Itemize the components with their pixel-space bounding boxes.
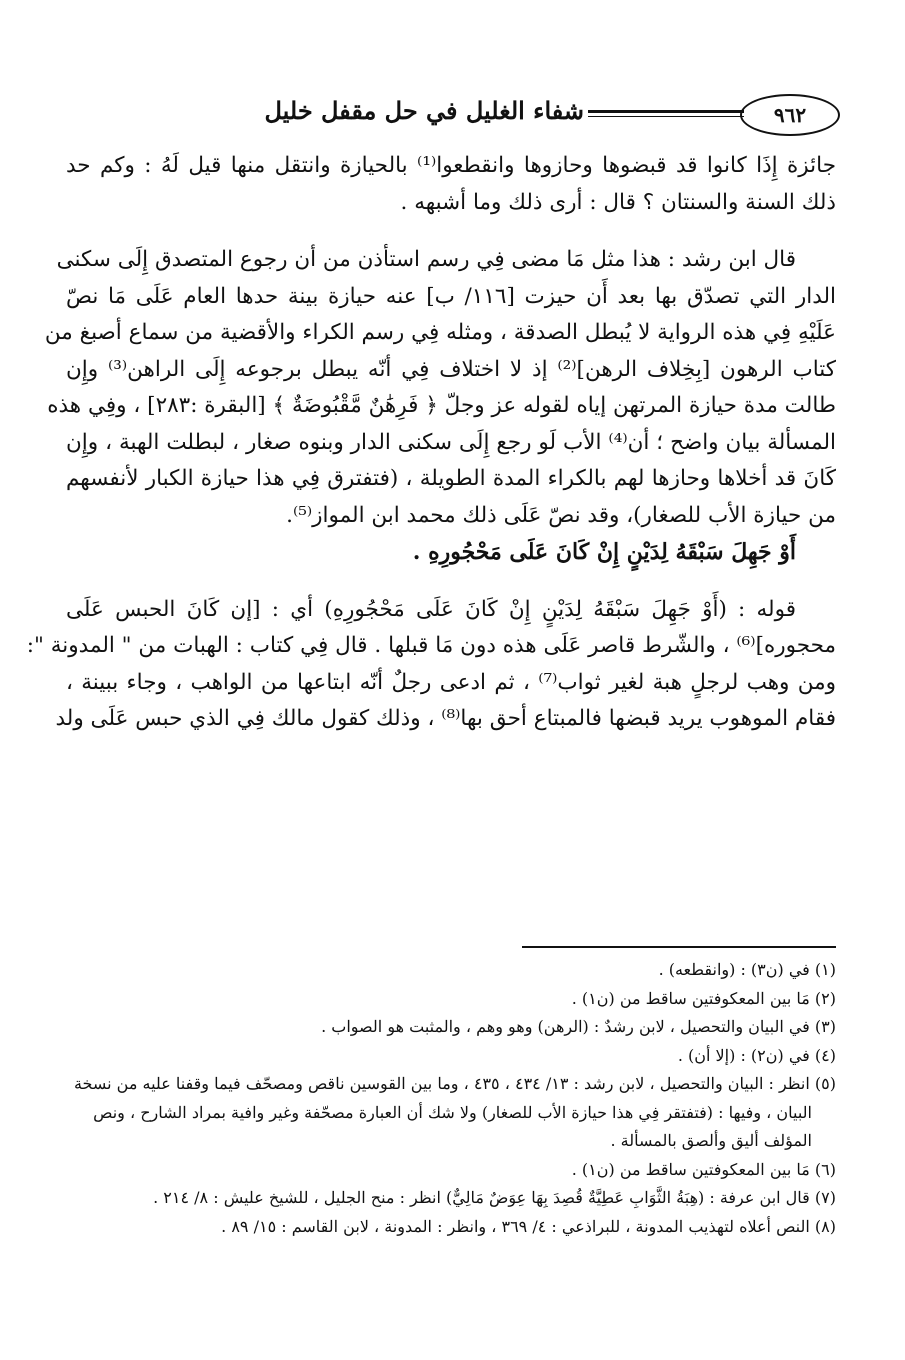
footnote: (٧) قال ابن عرفة : (هِبَةُ الثَّوَابِ عَطِيَّةٌ قُصِدَ بِهَا عِوَضٌ مَالِيٌّ) انظر : منح الجليل ، للشيخ عليش : ٨/ ٢١٤ . [153, 1188, 836, 1207]
footnote-separator [522, 946, 836, 948]
text-line: فقام الموهوب يريد قبضها فالمبتاع أحق بها⁽⁸⁾ ، وذلك كقول مالك فِي الذي حبس عَلَى ولد [55, 706, 836, 731]
running-header [60, 94, 840, 138]
text-line: جائزة إِذَا كانوا قد قبضوها وحازوها وانقطعوا⁽¹⁾ بالحيازة وانتقل منها قيل لَهُ : وكم حد [66, 153, 836, 178]
footnote: (٢) مَا بين المعكوفتين ساقط من (ن١) . [571, 988, 836, 1008]
footnote: (٥) انظر : البيان والتحصيل ، لابن رشد : ١٣/ ٤٣٤ ، ٤٣٥ ، وما بين القوسين ناقص ومصحّف فيما وقفنا عليه من نسخة [73, 1074, 836, 1093]
text-line: المسألة بيان واضح ؛ أن⁽⁴⁾ الأب لَو رجع إِلَى سكنى الدار وبنوه صغار ، لبطلت الهبة ، وإِن [66, 429, 836, 455]
text-line: قوله : (أَوْ جَهِلَ سَبْقَهُ لِدَيْنٍ إِنْ كَانَ عَلَى مَحْجُورِهِ) أي : [إن كَانَ الحبس عَلَى [66, 596, 796, 622]
text-line: الدار التي تصدّق بها بعد أَن حيزت [١١٦/ ب] عنه حيازة بينة حدها العام عَلَى مَا نصّ [66, 283, 837, 309]
text-line: محجوره]⁽⁶⁾ ، والشّرط قاصر عَلَى هذه دون مَا قبلها . قال فِي كتاب : الهبات من " المدونة ": [26, 633, 836, 658]
main-text [26, 148, 837, 738]
footnote: (٨) النص أعلاه لتهذيب المدونة ، للبراذعي : ٤/ ٣٦٩ ، وانظر : المدونة ، لابن القاسم : ١٥/ ٨٩ . [221, 1216, 836, 1236]
header-rule-thick [588, 110, 744, 113]
matn-heading: أَوْ جَهِلَ سَبْقَهُ لِدَيْنٍ إِنْ كَانَ عَلَى مَحْجُورِهِ . [412, 539, 796, 565]
footnotes [66, 956, 836, 1241]
text-line: ذلك السنة والسنتان ؟ قال : أرى ذلك وما أشبهه . [400, 189, 836, 215]
footnote: (١) في (ن٣) : (وانقطعه) . [658, 960, 836, 979]
page-number: ٩٦٢ [740, 94, 840, 136]
header-rule-thin [588, 116, 744, 117]
book-title: شفاء الغليل في حل مقفل خليل [264, 96, 584, 125]
text-line: من حيازة الأب للصغار)، وقد نصّ عَلَى ذلك محمد ابن المواز⁽⁵⁾. [286, 502, 836, 528]
text-line: طالت مدة حيازة المرتهن إياه لقوله عز وجلّ ﴿ فَرِهَٰنٌ مَّقْبُوضَةٌ ﴾ [البقرة :٢٨٣] ، وفِي هذه [47, 393, 836, 418]
text-line: قال ابن رشد : هذا مثل مَا مضى فِي رسم استأذن من أن رجوع المتصدق إِلَى سكنى [56, 247, 796, 272]
footnote: (٤) في (ن٢) : (إلا أن) . [677, 1045, 836, 1065]
text-line: عَلَيْهِ فِي هذه الرواية لا يُبطل الصدقة ، ومثله فِي رسم الكراء والأقضية من سماع أصبغ من [44, 320, 836, 345]
text-line: كتاب الرهون [بِخِلاف الرهن]⁽²⁾ إذ لا اختلاف فِي أنّه يبطل برجوعه إِلَى الراهن⁽³⁾ وإِن [66, 356, 836, 382]
footnote-continuation: المؤلف أليق وألصق بالمسألة . [610, 1131, 812, 1150]
text-line: كَانَ قد أخلاها وحازها لهم بالكراء المدة الطويلة ، (فتفترق فِي هذا حيازة الكبار لأنفسهم [66, 466, 836, 491]
footnote-continuation: البيان ، وفيها : (فتفتقر فِي هذا حيازة الأب للصغار) ولا شك أن العبارة مصحّفة وغير وافية بمراد الشارح ، ونص [93, 1102, 812, 1122]
footnote: (٦) مَا بين المعكوفتين ساقط من (ن١) . [571, 1159, 836, 1179]
text-line: ومن وهب لرجلٍ هبة لغير ثواب⁽⁷⁾ ، ثم ادعى رجلٌ أنّه ابتاعها من الواهب ، وجاء ببينة ، [66, 669, 836, 695]
footnote: (٣) في البيان والتحصيل ، لابن رشدٌ : (الرهن) وهو وهم ، والمثبت هو الصواب . [321, 1017, 836, 1036]
